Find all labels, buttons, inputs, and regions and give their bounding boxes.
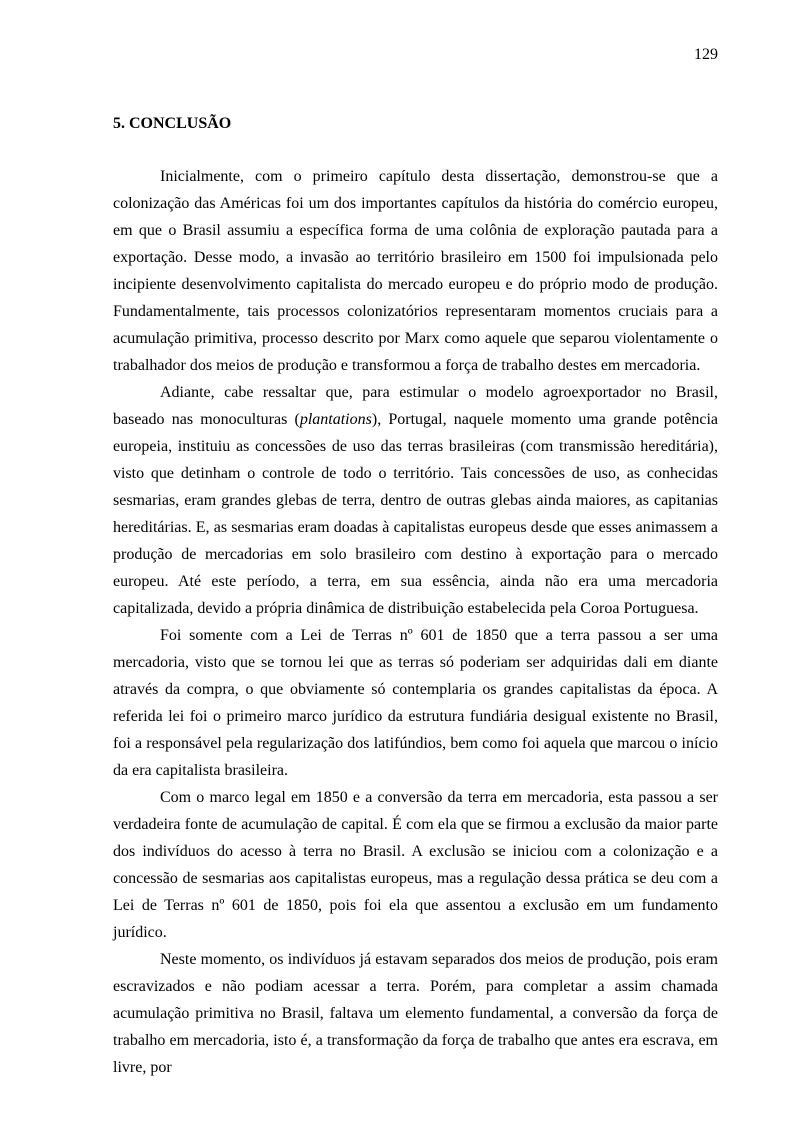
italic-text-segment: plantations [299,411,372,428]
text-segment: ), Portugal, naquele momento uma grande potência europeia, instituiu as concessões de uso das terras brasileiras (com transmissão hereditária), visto que detinham o controle de todo o território. Tais concessões de uso, as conhecidas sesmarias, eram grandes glebas de terra, dentro de outras glebas ainda maiores, as capitanias hereditárias. E, as sesmarias eram doadas à capitalistas europeus desde que esses animassem a produção de mercadorias em solo brasileiro com destino à exportação para o mercado europeu. Até este período, a terra, em sua essência, ainda não era uma mercadoria capitalizada, devido a própria dinâmica de distribuição estabelecida pela Coroa Portuguesa. [113,411,718,617]
text-segment: Neste momento, os indivíduos já estavam separados dos meios de produção, pois eram escravizados e não podiam acessar a terra. Porém, para completar a assim chamada acumulação primitiva no Brasil, faltava um elemento fundamental, a conversão da força de trabalho em mercadoria, isto é, a transformação da força de trabalho que antes era escrava, em livre, por [113,951,718,1076]
text-segment: Foi somente com a Lei de Terras nº 601 de 1850 que a terra passou a ser uma mercadoria, visto que se tornou lei que as terras só poderiam ser adquiridas dali em diante através da compra, o que obviamente só contemplaria os grandes capitalistas da época. A referida lei foi o primeiro marco jurídico da estrutura fundiária desigual existente no Brasil, foi a responsável pela regularização dos latifúndios, bem como foi aquela que marcou o início da era capitalista brasileira. [113,627,718,779]
section-heading: 5. CONCLUSÃO [113,115,232,132]
page-number: 129 [694,46,718,63]
paragraph [113,946,718,1081]
paragraph [113,379,718,622]
paragraphs-container [113,163,718,1081]
paragraph [113,784,718,946]
paragraph [113,622,718,784]
paragraph [113,163,718,379]
page-content [113,110,718,1081]
text-segment: Inicialmente, com o primeiro capítulo desta dissertação, demonstrou-se que a colonização das Américas foi um dos importantes capítulos da história do comércio europeu, em que o Brasil assumiu a específica forma de uma colônia de exploração pautada para a exportação. Desse modo, a invasão ao território brasileiro em 1500 foi impulsionada pelo incipiente desenvolvimento capitalista do mercado europeu e do próprio modo de produção. Fundamentalmente, tais processos colonizatórios representaram momentos cruciais para a acumulação primitiva, processo descrito por Marx como aquele que separou violentamente o trabalhador dos meios de produção e transformou a força de trabalho destes em mercadoria. [113,168,718,374]
text-segment: Com o marco legal em 1850 e a conversão da terra em mercadoria, esta passou a ser verdadeira fonte de acumulação de capital. É com ela que se firmou a exclusão da maior parte dos indivíduos do acesso à terra no Brasil. A exclusão se iniciou com a colonização e a concessão de sesmarias aos capitalistas europeus, mas a regulação dessa prática se deu com a Lei de Terras nº 601 de 1850, pois foi ela que assentou a exclusão em um fundamento jurídico. [113,789,718,941]
text-segment: Adiante, cabe ressaltar que, para estimular o modelo agroexportador no Brasil, baseado nas monoculturas ( [113,384,718,428]
